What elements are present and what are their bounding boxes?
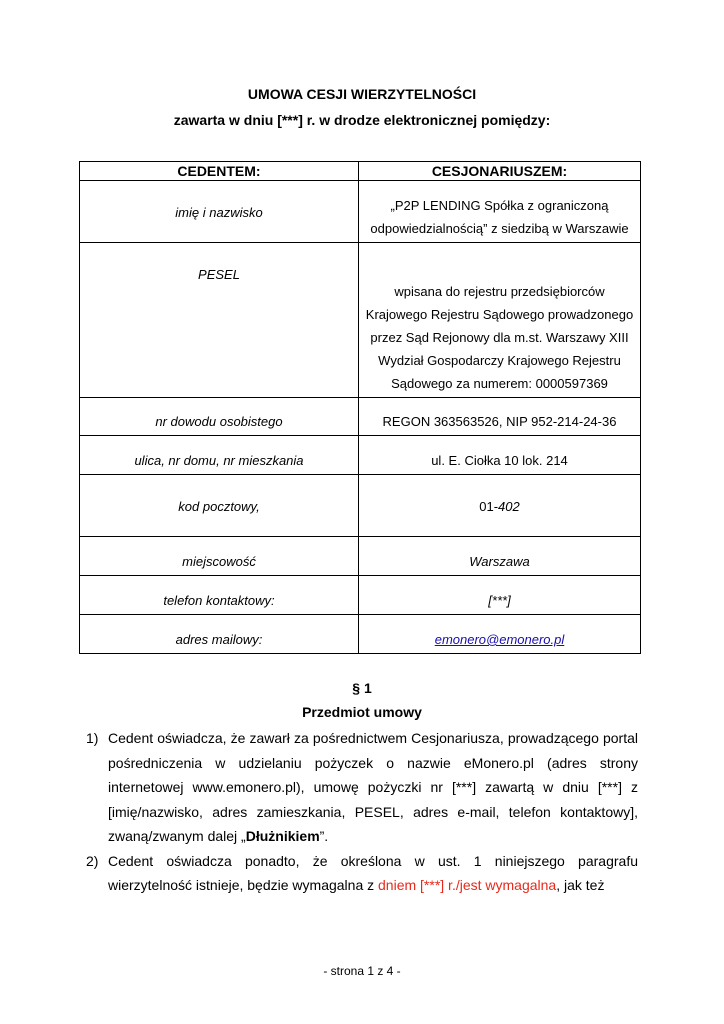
label-name: imię i nazwisko — [80, 181, 359, 243]
page-footer: - strona 1 z 4 - — [323, 964, 401, 978]
point-text: Cedent oświadcza, że zawarł za pośrednictwem Cesjonariusza, prowadzącego portal pośredniczenia w udzielaniu pożyczek o nazwie eMonero.pl (adres strony internetowej www.emonero.pl), umowę pożyczki nr [***] zawartą w dniu [***] z [imię/nazwisko, adres zamieszkania, PESEL, adres e-mail, telefon kontaktowy], zwaną/zwanym dalej „ — [108, 730, 638, 844]
table-row — [80, 576, 641, 615]
value-company-name: „P2P LENDING Spółka z ograniczoną odpowiedzialnością” z siedzibą w Warszawie — [359, 181, 641, 243]
value-city: Warszawa — [359, 537, 641, 576]
list-item — [86, 849, 638, 898]
list-item — [86, 726, 638, 849]
value-postal-code: 01-402 — [359, 475, 641, 537]
label-postal-code: kod pocztowy, — [80, 475, 359, 537]
point-number: 2) — [86, 852, 99, 869]
label-street: ulica, nr domu, nr mieszkania — [80, 436, 359, 475]
section-title: Przedmiot umowy — [302, 704, 422, 720]
value-registry: wpisana do rejestru przedsiębiorców Krajowego Rejestru Sądowego prowadzonego przez Sąd Rejonowy dla m.st. Warszawy XIII Wydział Gospodarczy Krajowego Rejestru Sądowego za numerem: 0000597369 — [359, 243, 641, 398]
table-row — [80, 475, 641, 537]
value-phone: [***] — [359, 576, 641, 615]
label-phone: telefon kontaktowy: — [80, 576, 359, 615]
document-subtitle: zawarta w dniu [***] r. w drodze elektronicznej pomiędzy: — [173, 112, 551, 128]
email-link[interactable]: emonero@emonero.pl — [434, 632, 565, 647]
point-bold-term: Dłużnikiem — [245, 828, 320, 844]
table-row — [80, 537, 641, 576]
table-row — [80, 181, 641, 243]
table-row — [80, 615, 641, 654]
label-city: miejscowość — [80, 537, 359, 576]
table-row — [80, 436, 641, 475]
value-regon-nip: REGON 363563526, NIP 952-214-24-36 — [359, 398, 641, 436]
table-row — [80, 243, 641, 398]
point-highlight: dniem [***] r./jest wymagalna — [378, 877, 557, 893]
label-id-number: nr dowodu osobistego — [80, 398, 359, 436]
point-text: Cedent oświadcza ponadto, że określona w ust. 1 niniejszego paragrafu wierzytelność istnieje, będzie wymagalna z — [108, 852, 638, 893]
table-row — [80, 398, 641, 436]
section-number: § 1 — [352, 680, 372, 696]
label-pesel: PESEL — [80, 243, 359, 398]
parties-table — [79, 161, 641, 654]
value-street: ul. E. Ciołka 10 lok. 214 — [359, 436, 641, 475]
section-points — [86, 726, 638, 898]
point-text-end: ”. — [319, 828, 329, 844]
header-cedent: CEDENTEM: — [80, 162, 359, 181]
table-header-row — [80, 162, 641, 181]
header-cesjonariusz: CESJONARIUSZEM: — [359, 162, 641, 181]
label-email: adres mailowy: — [80, 615, 359, 654]
point-number: 1) — [86, 730, 99, 746]
point-text-end: , jak też — [556, 877, 605, 893]
value-email-cell — [359, 615, 641, 654]
document-title: UMOWA CESJI WIERZYTELNOŚCI — [247, 86, 477, 102]
